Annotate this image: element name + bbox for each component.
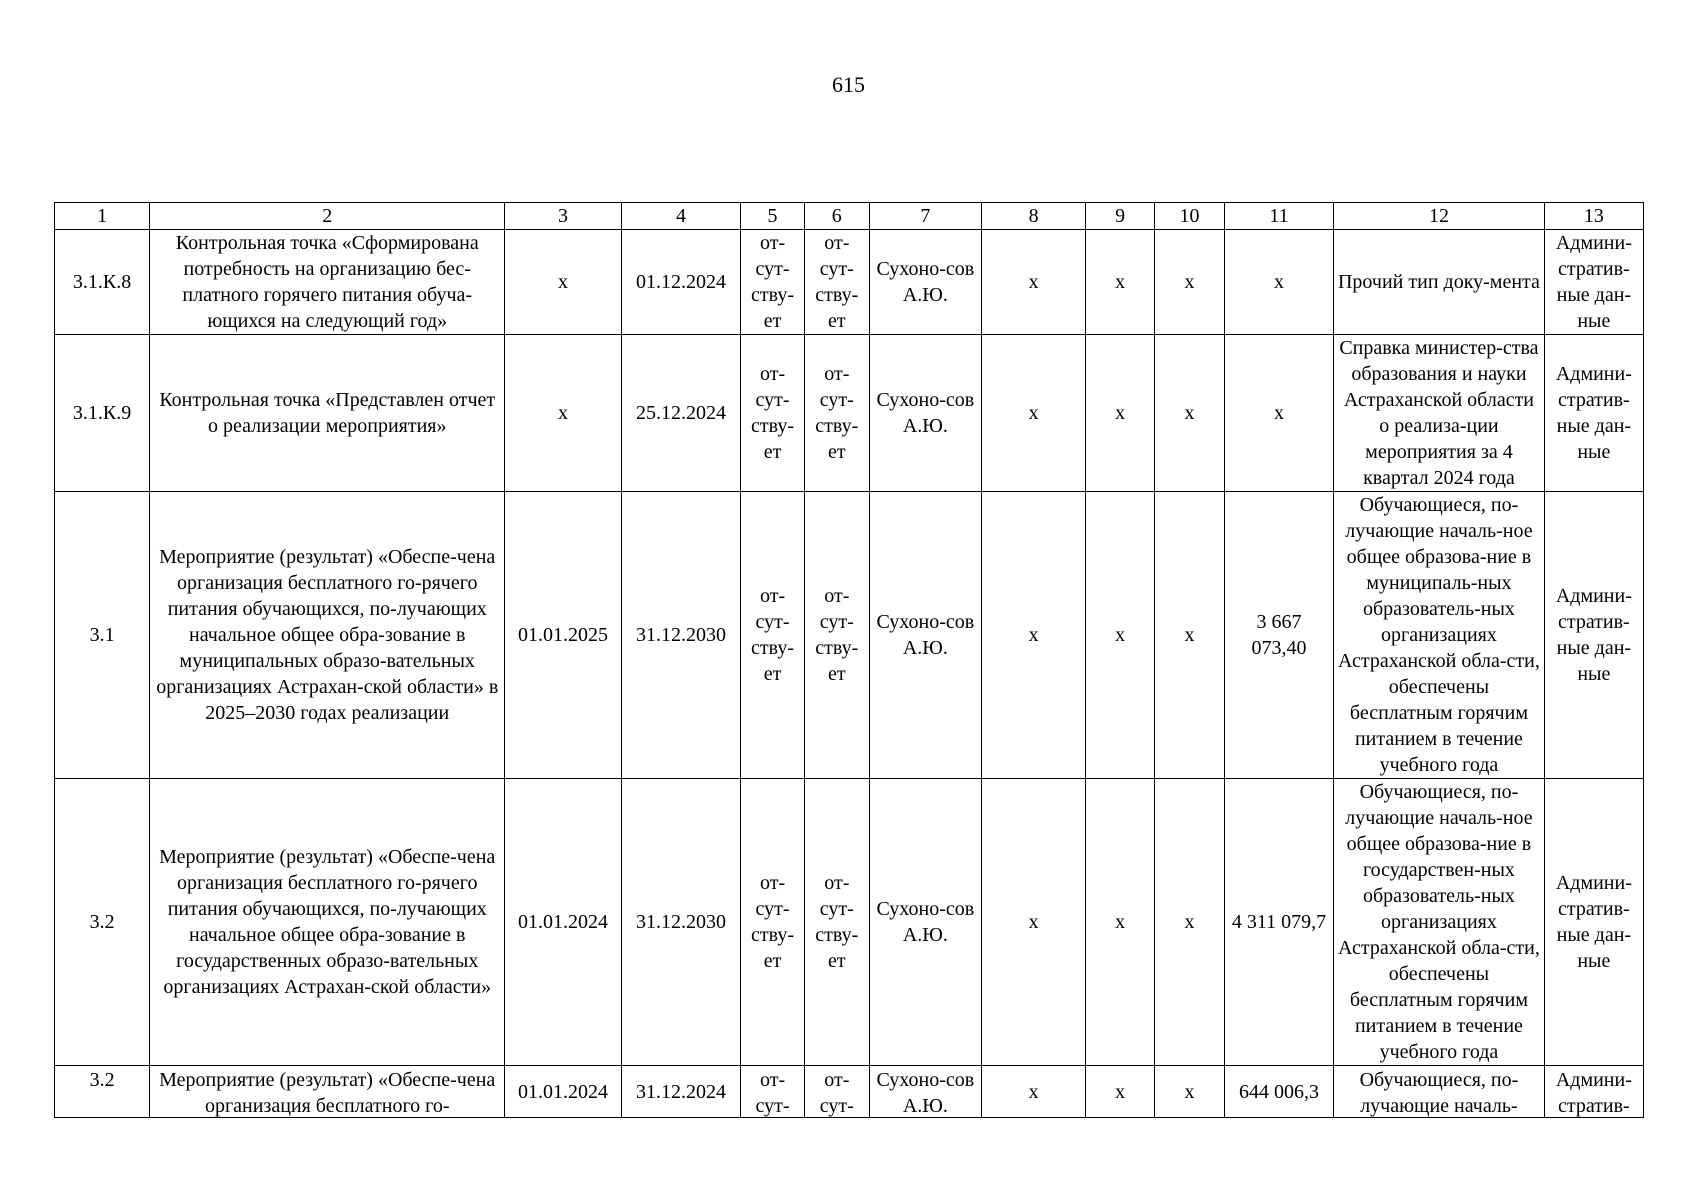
table-row xyxy=(55,492,1644,779)
result-document-text: Обучающиеся, по-лучающие началь- xyxy=(1359,1068,1519,1117)
column-8-value: х xyxy=(982,230,1086,335)
end-date: 31.12.2030 xyxy=(621,779,740,1066)
row-number: 3.1 xyxy=(55,492,150,779)
start-date: х xyxy=(505,230,621,335)
column-header: 10 xyxy=(1155,203,1225,230)
column-8-value: х xyxy=(982,492,1086,779)
column-8-value xyxy=(982,1066,1086,1118)
column-5-text: от-сут- xyxy=(755,1068,790,1117)
column-6-value: от-сут-ству-ет xyxy=(804,492,869,779)
amount-value xyxy=(1224,1066,1333,1118)
column-6-text: от-сут- xyxy=(819,1068,854,1117)
result-document: Обучающиеся, по-лучающие началь-ное общее образова-ние в муниципаль-ных образователь-ных организациях Астраханской обла-сти, обеспечены бесплатным горячим питанием в течение учебного года xyxy=(1334,492,1545,779)
column-header: 12 xyxy=(1334,203,1545,230)
data-source: Админи-стратив-ные дан-ные xyxy=(1544,492,1643,779)
column-5-value: от-сут-ству-ет xyxy=(741,335,805,492)
column-header: 9 xyxy=(1086,203,1155,230)
responsible-person-text: Сухоно-сов А.Ю. xyxy=(876,1068,975,1117)
amount-value: х xyxy=(1224,230,1333,335)
result-document: Обучающиеся, по-лучающие началь-ное общее образова-ние в государствен-ных образователь-ных организациях Астраханской обла-сти, обеспечены бесплатным горячим питанием в течение учебного года xyxy=(1334,779,1545,1066)
column-9-value: х xyxy=(1086,230,1155,335)
column-header: 6 xyxy=(804,203,869,230)
result-document: Прочий тип доку-мента xyxy=(1334,230,1545,335)
column-header: 11 xyxy=(1224,203,1333,230)
start-date-text: 01.01.2024 xyxy=(518,1080,609,1103)
column-5-value xyxy=(741,1066,805,1118)
data-source: Админи-стратив-ные дан-ные xyxy=(1544,230,1643,335)
column-5-value: от-сут-ству-ет xyxy=(741,779,805,1066)
column-header: 13 xyxy=(1544,203,1643,230)
responsible-person xyxy=(869,1066,981,1118)
end-date: 31.12.2030 xyxy=(621,492,740,779)
row-name: Контрольная точка «Сформирована потребность на организацию бес-платного горячего питания обуча-ющихся на следующий год» xyxy=(150,230,505,335)
table-row xyxy=(55,1066,1644,1118)
amount-value: х xyxy=(1224,335,1333,492)
data-source xyxy=(1544,1066,1643,1118)
column-header: 4 xyxy=(621,203,740,230)
column-10-value: х xyxy=(1155,779,1225,1066)
data-source: Админи-стратив-ные дан-ные xyxy=(1544,335,1643,492)
table-row xyxy=(55,779,1644,1066)
start-date: х xyxy=(505,335,621,492)
column-header: 8 xyxy=(982,203,1086,230)
row-number xyxy=(55,1066,150,1118)
column-10-text: х xyxy=(1184,1080,1195,1103)
row-number-text: 3.2 xyxy=(89,1068,115,1091)
data-source-text: Админи-стратив- xyxy=(1555,1068,1632,1117)
column-10-value: х xyxy=(1155,492,1225,779)
start-date: 01.01.2025 xyxy=(505,492,621,779)
end-date: 25.12.2024 xyxy=(621,335,740,492)
row-name xyxy=(150,1066,505,1118)
amount-value: 3 667 073,40 xyxy=(1224,492,1333,779)
column-number-row xyxy=(55,203,1644,230)
data-source: Админи-стратив-ные дан-ные xyxy=(1544,779,1643,1066)
column-9-value: х xyxy=(1086,335,1155,492)
column-6-value: от-сут-ству-ет xyxy=(804,779,869,1066)
column-9-text: х xyxy=(1115,1080,1126,1103)
column-10-value: х xyxy=(1155,335,1225,492)
row-number: 3.1.К.9 xyxy=(55,335,150,492)
start-date: 01.01.2024 xyxy=(505,779,621,1066)
page-number: 615 xyxy=(832,72,865,97)
start-date xyxy=(505,1066,621,1118)
responsible-person: Сухоно-сов А.Ю. xyxy=(869,230,981,335)
column-header: 1 xyxy=(55,203,150,230)
measures-table xyxy=(54,202,1644,1118)
column-6-value: от-сут-ству-ет xyxy=(804,335,869,492)
column-header: 7 xyxy=(869,203,981,230)
column-header: 5 xyxy=(741,203,805,230)
result-document: Справка министер-ства образования и науки Астраханской области о реализа-ции мероприятия за 4 квартал 2024 года xyxy=(1334,335,1545,492)
end-date xyxy=(621,1066,740,1118)
row-name: Мероприятие (результат) «Обеспе-чена организация бесплатного го-рячего питания обучающихся, по-лучающих начальное общее обра-зование в муниципальных образо-вательных организациях Астрахан-ской области» в 2025–2030 годах реализации xyxy=(150,492,505,779)
column-header: 3 xyxy=(505,203,621,230)
amount-value: 4 311 079,7 xyxy=(1224,779,1333,1066)
amount-text: 644 006,3 xyxy=(1239,1080,1320,1103)
column-8-value: х xyxy=(982,779,1086,1066)
result-document xyxy=(1334,1066,1545,1118)
table-row xyxy=(55,335,1644,492)
column-5-value: от-сут-ству-ет xyxy=(741,492,805,779)
column-10-value xyxy=(1155,1066,1225,1118)
column-10-value: х xyxy=(1155,230,1225,335)
responsible-person: Сухоно-сов А.Ю. xyxy=(869,779,981,1066)
column-6-value: от-сут-ству-ет xyxy=(804,230,869,335)
row-name-text: Мероприятие (результат) «Обеспе-чена организация бесплатного го- xyxy=(159,1068,496,1117)
column-9-value: х xyxy=(1086,492,1155,779)
column-8-text: х xyxy=(1028,1080,1039,1103)
table-row xyxy=(55,230,1644,335)
column-8-value: х xyxy=(982,335,1086,492)
column-6-value xyxy=(804,1066,869,1118)
row-number: 3.2 xyxy=(55,779,150,1066)
row-name: Мероприятие (результат) «Обеспе-чена организация бесплатного го-рячего питания обучающихся, по-лучающих начальное общее обра-зование в государственных образо-вательных организациях Астрахан-ской области» xyxy=(150,779,505,1066)
column-9-value xyxy=(1086,1066,1155,1118)
end-date-text: 31.12.2024 xyxy=(635,1080,726,1103)
column-9-value: х xyxy=(1086,779,1155,1066)
column-5-value: от-сут-ству-ет xyxy=(741,230,805,335)
responsible-person: Сухоно-сов А.Ю. xyxy=(869,492,981,779)
responsible-person: Сухоно-сов А.Ю. xyxy=(869,335,981,492)
end-date: 01.12.2024 xyxy=(621,230,740,335)
column-header: 2 xyxy=(150,203,505,230)
row-name: Контрольная точка «Представлен отчет о реализации мероприятия» xyxy=(150,335,505,492)
row-number: 3.1.К.8 xyxy=(55,230,150,335)
